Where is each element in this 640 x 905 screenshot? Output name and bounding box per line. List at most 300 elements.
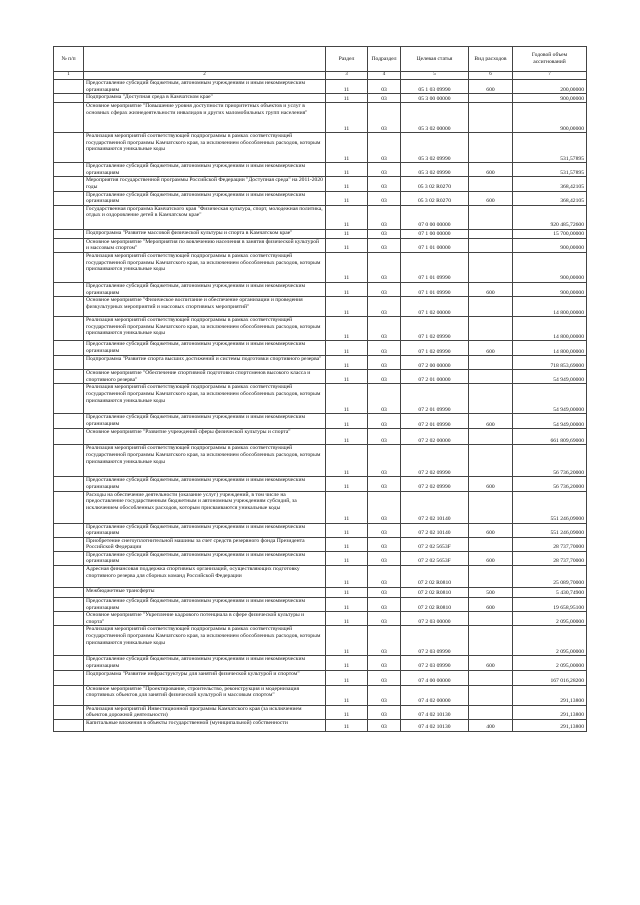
- table-row: [54, 191, 587, 205]
- annual-sum-cell: 54 949,00000: [513, 370, 587, 384]
- expense-type-cell: [469, 537, 513, 551]
- expense-type-cell: [469, 670, 513, 685]
- target-article-cell: 07 1 01 00000: [401, 238, 469, 252]
- header-no: № п/п: [54, 47, 84, 72]
- table-row: [54, 103, 587, 133]
- expense-type-cell: [469, 229, 513, 238]
- row-number-cell: [54, 317, 84, 341]
- row-number-cell: [54, 177, 84, 191]
- row-number-cell: [54, 537, 84, 551]
- table-row: [54, 80, 587, 94]
- annual-sum-cell: 2 095,00000: [513, 612, 587, 626]
- table-row: [54, 551, 587, 565]
- razdel-cell: 11: [326, 445, 368, 477]
- annual-sum-cell: 291,13800: [513, 685, 587, 705]
- row-name-cell: Подпрограмма "Доступная среда в Камчатском крае": [84, 94, 326, 103]
- row-name-cell: Мероприятия государственной программы Российской Федерации "Доступная среда" на 2011-2020 годы: [84, 177, 326, 191]
- podrazdel-cell: 03: [368, 656, 401, 670]
- row-number-cell: [54, 384, 84, 414]
- annual-sum-cell: 551 246,09000: [513, 523, 587, 537]
- razdel-cell: 11: [326, 588, 368, 598]
- razdel-cell: 11: [326, 719, 368, 731]
- podrazdel-cell: 03: [368, 205, 401, 229]
- annual-sum-cell: 14 800,00000: [513, 317, 587, 341]
- annual-sum-cell: 14 800,00000: [513, 297, 587, 317]
- table-row: [54, 414, 587, 429]
- razdel-cell: 11: [326, 229, 368, 238]
- annual-sum-cell: 368,42105: [513, 177, 587, 191]
- podrazdel-cell: 03: [368, 588, 401, 598]
- table-row: [54, 566, 587, 588]
- target-article-cell: 07 2 00 00000: [401, 356, 469, 370]
- row-number-cell: [54, 551, 84, 565]
- row-number-cell: [54, 297, 84, 317]
- expense-type-cell: [469, 491, 513, 523]
- row-name-cell: Подпрограмма "Развитие инфраструктуры для занятий физической культурой и спортом": [84, 670, 326, 685]
- target-article-cell: 05 3 02 09990: [401, 133, 469, 163]
- razdel-cell: 11: [326, 370, 368, 384]
- razdel-cell: 11: [326, 103, 368, 133]
- row-name-cell: Расходы на обеспечение деятельности (оказание услуг) учреждений, в том числе на предоставление государственным бюджетным и автономным учреждениям субсидий, за исключением обособленных расходов, которым присваиваются уникальные коды: [84, 491, 326, 523]
- target-article-cell: 07 2 02 10140: [401, 491, 469, 523]
- expense-type-cell: 600: [469, 523, 513, 537]
- target-article-cell: 07 2 03 09990: [401, 656, 469, 670]
- annual-sum-cell: 28 737,70000: [513, 537, 587, 551]
- row-number-cell: [54, 670, 84, 685]
- column-index: 5: [401, 72, 469, 80]
- annual-sum-cell: 54 949,00000: [513, 414, 587, 429]
- row-number-cell: [54, 656, 84, 670]
- budget-table: [53, 46, 587, 732]
- row-number-cell: [54, 205, 84, 229]
- razdel-cell: 11: [326, 341, 368, 356]
- expense-type-cell: 600: [469, 414, 513, 429]
- expense-type-cell: [469, 429, 513, 445]
- podrazdel-cell: 03: [368, 626, 401, 656]
- podrazdel-cell: 03: [368, 80, 401, 94]
- row-number-cell: [54, 163, 84, 177]
- table-row: [54, 477, 587, 491]
- table-row: [54, 282, 587, 296]
- table-row: [54, 177, 587, 191]
- target-article-cell: 05 3 02 00000: [401, 103, 469, 133]
- annual-sum-cell: 167 016,28200: [513, 670, 587, 685]
- razdel-cell: 11: [326, 297, 368, 317]
- expense-type-cell: [469, 317, 513, 341]
- table-row: [54, 205, 587, 229]
- row-number-cell: [54, 133, 84, 163]
- target-article-cell: 07 1 00 00000: [401, 229, 469, 238]
- table-row: [54, 229, 587, 238]
- expense-type-cell: [469, 626, 513, 656]
- annual-sum-cell: 900,00000: [513, 282, 587, 296]
- podrazdel-cell: 03: [368, 133, 401, 163]
- podrazdel-cell: 03: [368, 537, 401, 551]
- podrazdel-cell: 03: [368, 491, 401, 523]
- table-row: [54, 252, 587, 282]
- row-name-cell: Предоставление субсидий бюджетным, автономным учреждениям и иным некоммерческим организациям: [84, 598, 326, 612]
- annual-sum-cell: 920 485,72600: [513, 205, 587, 229]
- annual-sum-cell: 531,57895: [513, 163, 587, 177]
- row-number-cell: [54, 414, 84, 429]
- podrazdel-cell: 03: [368, 598, 401, 612]
- podrazdel-cell: 03: [368, 370, 401, 384]
- expense-type-cell: 600: [469, 191, 513, 205]
- target-article-cell: 07 2 03 09990: [401, 626, 469, 656]
- table-row: [54, 685, 587, 705]
- row-number-cell: [54, 588, 84, 598]
- table-row: [54, 491, 587, 523]
- row-number-cell: [54, 370, 84, 384]
- row-name-cell: Основное мероприятие "Развитие учреждений сферы физической культуры и спорта": [84, 429, 326, 445]
- expense-type-cell: [469, 356, 513, 370]
- row-name-cell: Предоставление субсидий бюджетным, автономным учреждениям и иным некоммерческим организациям: [84, 191, 326, 205]
- row-number-cell: [54, 229, 84, 238]
- target-article-cell: 07 2 02 09990: [401, 477, 469, 491]
- annual-sum-cell: 14 800,00000: [513, 341, 587, 356]
- annual-sum-cell: 200,00000: [513, 80, 587, 94]
- row-name-cell: Приобретение снегоуплотнительной машины за счет средств резервного фонда Президента Российской Федерации: [84, 537, 326, 551]
- expense-type-cell: [469, 252, 513, 282]
- header-expense-type: Вид расходов: [469, 47, 513, 72]
- row-name-cell: Предоставление субсидий бюджетным, автономным учреждениям и иным некоммерческим организациям: [84, 80, 326, 94]
- table-row: [54, 341, 587, 356]
- podrazdel-cell: 03: [368, 384, 401, 414]
- razdel-cell: 11: [326, 429, 368, 445]
- table-row: [54, 370, 587, 384]
- row-name-cell: Основное мероприятие "Проектирование, строительство, реконструкция и модернизация спортивных объектов для занятий физической культурой и массовым спортом": [84, 685, 326, 705]
- expense-type-cell: [469, 445, 513, 477]
- podrazdel-cell: 03: [368, 566, 401, 588]
- podrazdel-cell: 03: [368, 94, 401, 103]
- table-row: [54, 588, 587, 598]
- podrazdel-cell: 03: [368, 445, 401, 477]
- annual-sum-cell: 2 095,00000: [513, 656, 587, 670]
- expense-type-cell: [469, 297, 513, 317]
- row-name-cell: Реализация мероприятий Инвестиционной программы Камчатского края (за исключением объектов дорожной деятельности): [84, 705, 326, 719]
- table-row: [54, 670, 587, 685]
- annual-sum-cell: 900,00000: [513, 103, 587, 133]
- expense-type-cell: [469, 705, 513, 719]
- expense-type-cell: [469, 685, 513, 705]
- target-article-cell: 07 4 00 00000: [401, 670, 469, 685]
- razdel-cell: 11: [326, 537, 368, 551]
- row-number-cell: [54, 523, 84, 537]
- podrazdel-cell: 03: [368, 229, 401, 238]
- annual-sum-cell: 718 853,69000: [513, 356, 587, 370]
- column-index: 1: [54, 72, 84, 80]
- target-article-cell: 07 2 01 09990: [401, 384, 469, 414]
- expense-type-cell: [469, 370, 513, 384]
- target-article-cell: 07 4 02 10130: [401, 719, 469, 731]
- header-name: [84, 47, 326, 72]
- target-article-cell: 07 2 02 10140: [401, 523, 469, 537]
- annual-sum-cell: 28 737,70000: [513, 551, 587, 565]
- table-row: [54, 719, 587, 731]
- header-podrazdel: Подраздел: [368, 47, 401, 72]
- row-name-cell: Адресная финансовая поддержка спортивных организаций, осуществляющих подготовку спортивного резерва для сборных команд Российской Федерации: [84, 566, 326, 588]
- expense-type-cell: 600: [469, 656, 513, 670]
- razdel-cell: 11: [326, 612, 368, 626]
- target-article-cell: 05 3 02 R0270: [401, 191, 469, 205]
- row-name-cell: Реализация мероприятий соответствующей подпрограммы в рамках соответствующей государственной программы Камчатского края, за исключением обособленных расходов, которым присваиваются уникальные коды: [84, 252, 326, 282]
- row-number-cell: [54, 191, 84, 205]
- podrazdel-cell: 03: [368, 356, 401, 370]
- expense-type-cell: [469, 566, 513, 588]
- table-row: [54, 317, 587, 341]
- podrazdel-cell: 03: [368, 705, 401, 719]
- header-annual-sum: Годовой объем ассигнований: [513, 47, 587, 72]
- target-article-cell: 07 2 02 5653F: [401, 537, 469, 551]
- target-article-cell: 05 3 02 R0270: [401, 177, 469, 191]
- expense-type-cell: 600: [469, 282, 513, 296]
- target-article-cell: 07 1 01 09990: [401, 282, 469, 296]
- podrazdel-cell: 03: [368, 341, 401, 356]
- annual-sum-cell: 25 089,70000: [513, 566, 587, 588]
- annual-sum-cell: 15 700,00000: [513, 229, 587, 238]
- row-number-cell: [54, 566, 84, 588]
- annual-sum-cell: 900,00000: [513, 252, 587, 282]
- row-name-cell: Подпрограмма "Развитие спорта высших достижений и системы подготовки спортивного резерва": [84, 356, 326, 370]
- expense-type-cell: 600: [469, 80, 513, 94]
- column-index-row: [54, 72, 587, 80]
- expense-type-cell: [469, 238, 513, 252]
- row-number-cell: [54, 252, 84, 282]
- podrazdel-cell: 03: [368, 551, 401, 565]
- row-name-cell: Предоставление субсидий бюджетным, автономным учреждениям и иным некоммерческим организациям: [84, 523, 326, 537]
- razdel-cell: 11: [326, 356, 368, 370]
- annual-sum-cell: 2 095,00000: [513, 626, 587, 656]
- annual-sum-cell: 291,13800: [513, 719, 587, 731]
- column-index: 6: [469, 72, 513, 80]
- expense-type-cell: [469, 384, 513, 414]
- razdel-cell: 11: [326, 491, 368, 523]
- row-name-cell: Основное мероприятие "Обеспечение спортивной подготовки спортсменов высокого класса и спортивного резерва": [84, 370, 326, 384]
- row-name-cell: Предоставление субсидий бюджетным, автономным учреждениям и иным некоммерческим организациям: [84, 282, 326, 296]
- row-name-cell: Реализация мероприятий соответствующей подпрограммы в рамках соответствующей государственной программы Камчатского края, за исключением обособленных расходов, которым присваиваются уникальные коды: [84, 445, 326, 477]
- podrazdel-cell: 03: [368, 252, 401, 282]
- razdel-cell: 11: [326, 80, 368, 94]
- razdel-cell: 11: [326, 598, 368, 612]
- target-article-cell: 07 1 01 09990: [401, 252, 469, 282]
- row-number-cell: [54, 685, 84, 705]
- razdel-cell: 11: [326, 656, 368, 670]
- row-number-cell: [54, 598, 84, 612]
- table-row: [54, 445, 587, 477]
- podrazdel-cell: 03: [368, 477, 401, 491]
- table-row: [54, 297, 587, 317]
- table-header: [54, 47, 587, 72]
- target-article-cell: 07 2 02 5653F: [401, 551, 469, 565]
- podrazdel-cell: 03: [368, 685, 401, 705]
- annual-sum-cell: 5 430,74900: [513, 588, 587, 598]
- row-number-cell: [54, 80, 84, 94]
- row-name-cell: Межбюджетные трансферты: [84, 588, 326, 598]
- expense-type-cell: [469, 94, 513, 103]
- row-number-cell: [54, 282, 84, 296]
- razdel-cell: 11: [326, 317, 368, 341]
- razdel-cell: 11: [326, 566, 368, 588]
- razdel-cell: 11: [326, 551, 368, 565]
- row-name-cell: Основное мероприятие "Повышение уровня доступности приоритетных объектов и услуг в основных сферах жизнедеятельности инвалидов и других маломобильных групп населения": [84, 103, 326, 133]
- row-name-cell: Предоставление субсидий бюджетным, автономным учреждениям и иным некоммерческим организациям: [84, 656, 326, 670]
- expense-type-cell: [469, 177, 513, 191]
- razdel-cell: 11: [326, 238, 368, 252]
- razdel-cell: 11: [326, 384, 368, 414]
- razdel-cell: 11: [326, 523, 368, 537]
- expense-type-cell: [469, 133, 513, 163]
- razdel-cell: 11: [326, 414, 368, 429]
- target-article-cell: 05 1 03 09990: [401, 80, 469, 94]
- razdel-cell: 11: [326, 685, 368, 705]
- razdel-cell: 11: [326, 191, 368, 205]
- table-row: [54, 705, 587, 719]
- table-row: [54, 133, 587, 163]
- podrazdel-cell: 03: [368, 177, 401, 191]
- header-target-article: Целевая статья: [401, 47, 469, 72]
- target-article-cell: 07 1 02 00000: [401, 297, 469, 317]
- target-article-cell: 05 3 02 09990: [401, 163, 469, 177]
- table-row: [54, 429, 587, 445]
- target-article-cell: 07 0 00 00000: [401, 205, 469, 229]
- target-article-cell: 07 2 02 00000: [401, 429, 469, 445]
- table-row: [54, 626, 587, 656]
- row-name-cell: Реализация мероприятий соответствующей подпрограммы в рамках соответствующей государственной программы Камчатского края, за исключением обособленных расходов, которым присваиваются уникальные коды: [84, 133, 326, 163]
- row-number-cell: [54, 103, 84, 133]
- razdel-cell: 11: [326, 252, 368, 282]
- podrazdel-cell: 03: [368, 670, 401, 685]
- annual-sum-cell: 900,00000: [513, 238, 587, 252]
- table-row: [54, 356, 587, 370]
- table-row: [54, 163, 587, 177]
- row-name-cell: Подпрограмма "Развитие массовой физической культуры и спорта в Камчатском крае": [84, 229, 326, 238]
- podrazdel-cell: 03: [368, 414, 401, 429]
- target-article-cell: 07 4 02 10130: [401, 705, 469, 719]
- row-name-cell: Предоставление субсидий бюджетным, автономным учреждениям и иным некоммерческим организациям: [84, 163, 326, 177]
- razdel-cell: 11: [326, 477, 368, 491]
- podrazdel-cell: 03: [368, 163, 401, 177]
- podrazdel-cell: 03: [368, 317, 401, 341]
- row-name-cell: Государственная программа Камчатского края "Физическая культура, спорт, молодежная политика, отдых и оздоровление детей в Камчатском крае": [84, 205, 326, 229]
- table-row: [54, 612, 587, 626]
- annual-sum-cell: 54 949,00000: [513, 384, 587, 414]
- column-index: 4: [368, 72, 401, 80]
- annual-sum-cell: 56 736,20000: [513, 477, 587, 491]
- row-number-cell: [54, 719, 84, 731]
- annual-sum-cell: 56 736,20000: [513, 445, 587, 477]
- podrazdel-cell: 03: [368, 282, 401, 296]
- target-article-cell: 07 2 02 R0810: [401, 588, 469, 598]
- annual-sum-cell: 19 658,95100: [513, 598, 587, 612]
- podrazdel-cell: 03: [368, 612, 401, 626]
- column-index: 2: [84, 72, 326, 80]
- razdel-cell: 11: [326, 163, 368, 177]
- row-name-cell: Реализация мероприятий соответствующей подпрограммы в рамках соответствующей государственной программы Камчатского края, за исключением обособленных расходов, которым присваиваются уникальные коды: [84, 384, 326, 414]
- row-name-cell: Предоставление субсидий бюджетным, автономным учреждениям и иным некоммерческим организациям: [84, 477, 326, 491]
- podrazdel-cell: 03: [368, 238, 401, 252]
- table-row: [54, 656, 587, 670]
- row-number-cell: [54, 491, 84, 523]
- razdel-cell: 11: [326, 94, 368, 103]
- table-row: [54, 537, 587, 551]
- expense-type-cell: 500: [469, 588, 513, 598]
- expense-type-cell: [469, 205, 513, 229]
- target-article-cell: 07 2 02 R0810: [401, 566, 469, 588]
- target-article-cell: 07 2 02 09990: [401, 445, 469, 477]
- row-number-cell: [54, 94, 84, 103]
- row-number-cell: [54, 445, 84, 477]
- podrazdel-cell: 03: [368, 191, 401, 205]
- expense-type-cell: [469, 612, 513, 626]
- razdel-cell: 11: [326, 626, 368, 656]
- table-row: [54, 598, 587, 612]
- expense-type-cell: 600: [469, 477, 513, 491]
- row-number-cell: [54, 238, 84, 252]
- annual-sum-cell: 661 809,69000: [513, 429, 587, 445]
- podrazdel-cell: 03: [368, 103, 401, 133]
- podrazdel-cell: 03: [368, 297, 401, 317]
- target-article-cell: 07 2 02 R0810: [401, 598, 469, 612]
- target-article-cell: 05 3 00 00000: [401, 94, 469, 103]
- expense-type-cell: 600: [469, 598, 513, 612]
- expense-type-cell: [469, 103, 513, 133]
- table-row: [54, 94, 587, 103]
- table-row: [54, 238, 587, 252]
- annual-sum-cell: 551 246,09000: [513, 491, 587, 523]
- row-number-cell: [54, 626, 84, 656]
- expense-type-cell: 400: [469, 719, 513, 731]
- row-name-cell: Предоставление субсидий бюджетным, автономным учреждениям и иным некоммерческим организациям: [84, 551, 326, 565]
- podrazdel-cell: 03: [368, 429, 401, 445]
- row-number-cell: [54, 705, 84, 719]
- razdel-cell: 11: [326, 670, 368, 685]
- row-name-cell: Реализация мероприятий соответствующей подпрограммы в рамках соответствующей государственной программы Камчатского края, за исключением обособленных расходов, которым присваиваются уникальные коды: [84, 317, 326, 341]
- podrazdel-cell: 03: [368, 719, 401, 731]
- row-number-cell: [54, 429, 84, 445]
- target-article-cell: 07 2 01 00000: [401, 370, 469, 384]
- column-index: 3: [326, 72, 368, 80]
- row-name-cell: Капитальные вложения в объекты государственной (муниципальной) собственности: [84, 719, 326, 731]
- annual-sum-cell: 531,57895: [513, 133, 587, 163]
- table-row: [54, 384, 587, 414]
- row-name-cell: Предоставление субсидий бюджетным, автономным учреждениям и иным некоммерческим организациям: [84, 414, 326, 429]
- razdel-cell: 11: [326, 177, 368, 191]
- annual-sum-cell: 291,13800: [513, 705, 587, 719]
- target-article-cell: 07 2 01 09990: [401, 414, 469, 429]
- target-article-cell: 07 2 03 00000: [401, 612, 469, 626]
- row-number-cell: [54, 341, 84, 356]
- row-number-cell: [54, 356, 84, 370]
- expense-type-cell: 600: [469, 163, 513, 177]
- razdel-cell: 11: [326, 282, 368, 296]
- target-article-cell: 07 1 02 09990: [401, 317, 469, 341]
- target-article-cell: 07 4 02 00000: [401, 685, 469, 705]
- header-razdel: Раздел: [326, 47, 368, 72]
- row-name-cell: Основное мероприятие "Укрепление кадрового потенциала в сфере физической культуры и спорта": [84, 612, 326, 626]
- expense-type-cell: 600: [469, 551, 513, 565]
- row-name-cell: Основное мероприятие "Физическое воспитание и обеспечение организации и проведения физкультурных мероприятий и массовых спортивных мероприятий": [84, 297, 326, 317]
- target-article-cell: 07 1 02 09990: [401, 341, 469, 356]
- annual-sum-cell: 900,00000: [513, 94, 587, 103]
- annual-sum-cell: 368,42105: [513, 191, 587, 205]
- row-name-cell: Основное мероприятие "Мероприятия по вовлечению населения в занятия физической культурой и массовым спортом": [84, 238, 326, 252]
- row-name-cell: Реализация мероприятий соответствующей подпрограммы в рамках соответствующей государственной программы Камчатского края, за исключением обособленных расходов, которым присваиваются уникальные коды: [84, 626, 326, 656]
- table-row: [54, 523, 587, 537]
- razdel-cell: 11: [326, 133, 368, 163]
- row-number-cell: [54, 477, 84, 491]
- column-index: 7: [513, 72, 587, 80]
- podrazdel-cell: 03: [368, 523, 401, 537]
